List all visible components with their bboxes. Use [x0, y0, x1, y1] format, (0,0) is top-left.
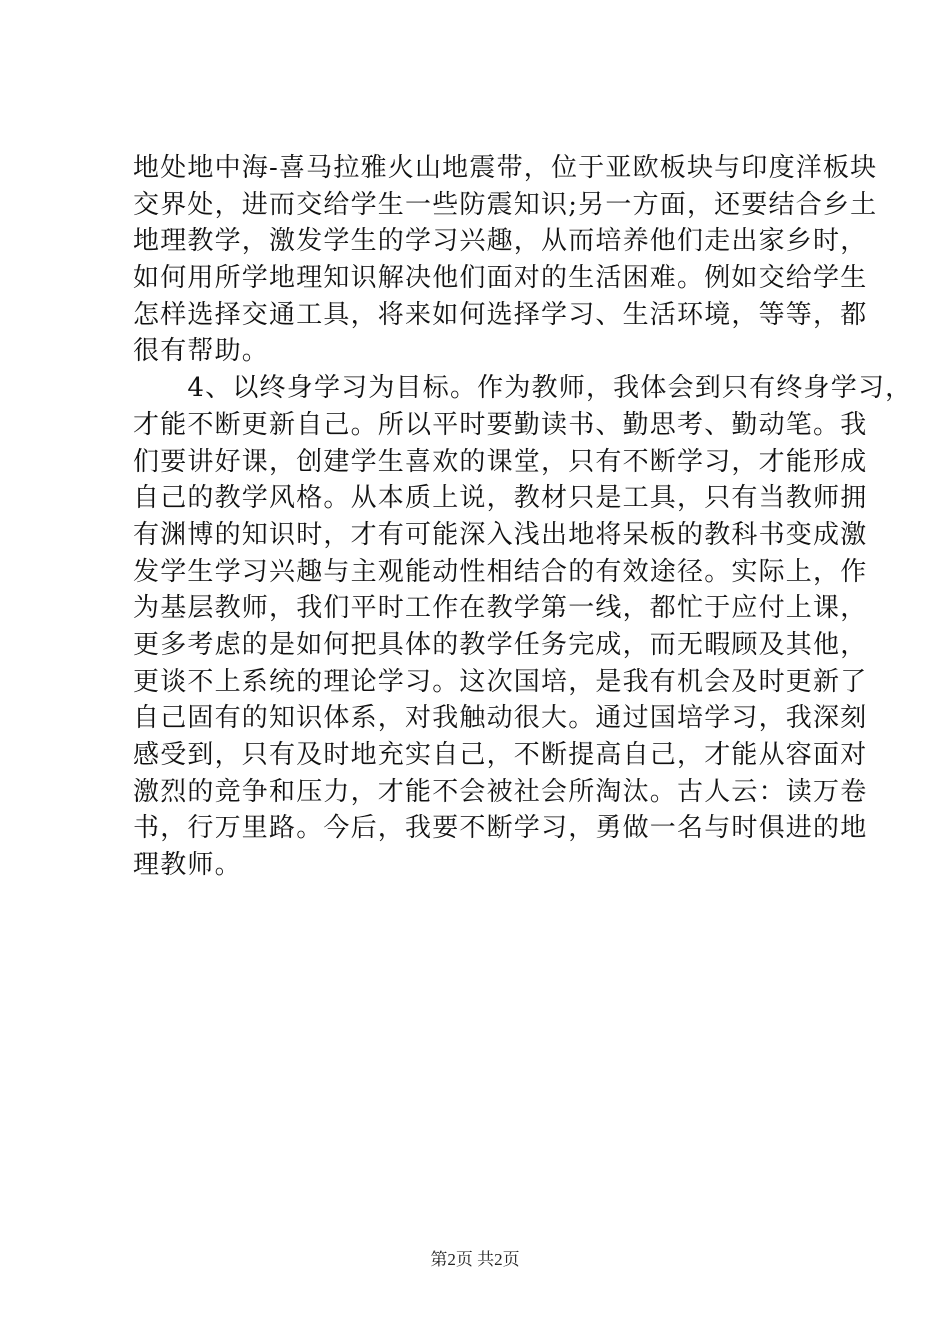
text-line: 自己的教学风格。从本质上说，教材只是工具，只有当教师拥 — [133, 483, 868, 514]
page-number-footer: 第2页 共2页 — [430, 1250, 520, 1269]
text-line: 地理教学，激发学生的学习兴趣，从而培养他们走出家乡时， — [133, 226, 868, 257]
text-line: 自己固有的知识体系，对我触动很大。通过国培学习，我深刻 — [133, 703, 868, 734]
text-line: 更多考虑的是如何把具体的教学任务完成，而无暇顾及其他， — [133, 629, 868, 660]
text-line: 为基层教师，我们平时工作在教学第一线，都忙于应付上课， — [133, 593, 868, 624]
text-line: 更谈不上系统的理论学习。这次国培，是我有机会及时更新了 — [133, 666, 868, 697]
body-text — [133, 150, 913, 884]
text-line: 有渊博的知识时，才有可能深入浅出地将呆板的教科书变成激 — [133, 519, 868, 550]
text-line: 交界处，进而交给学生一些防震知识;另一方面，还要结合乡土 — [133, 189, 878, 220]
text-line: 们要讲好课，创建学生喜欢的课堂，只有不断学习，才能形成 — [133, 446, 868, 477]
text-line: 怎样选择交通工具，将来如何选择学习、生活环境，等等，都 — [133, 299, 868, 330]
text-line: 理教师。 — [133, 850, 242, 881]
text-line: 才能不断更新自己。所以平时要勤读书、勤思考、勤动笔。我 — [133, 409, 868, 440]
text-line: 感受到，只有及时地充实自己，不断提高自己，才能从容面对 — [133, 740, 868, 770]
text-line: 如何用所学地理知识解决他们面对的生活困难。例如交给学生 — [133, 263, 868, 294]
text-line: 地处地中海-喜马拉雅火山地震带，位于亚欧板块与印度洋板块 — [133, 153, 878, 183]
text-line: 书，行万里路。今后，我要不断学习，勇做一名与时俱进的地 — [133, 813, 868, 844]
text-line: 很有帮助。 — [133, 336, 270, 367]
text-line: 4、以终身学习为目标。作为教师，我体会到只有终身学习， — [133, 373, 913, 404]
text-line: 发学生学习兴趣与主观能动性相结合的有效途径。实际上，作 — [133, 556, 868, 587]
text-line: 激烈的竞争和压力，才能不会被社会所淘汰。古人云：读万卷 — [133, 776, 868, 807]
